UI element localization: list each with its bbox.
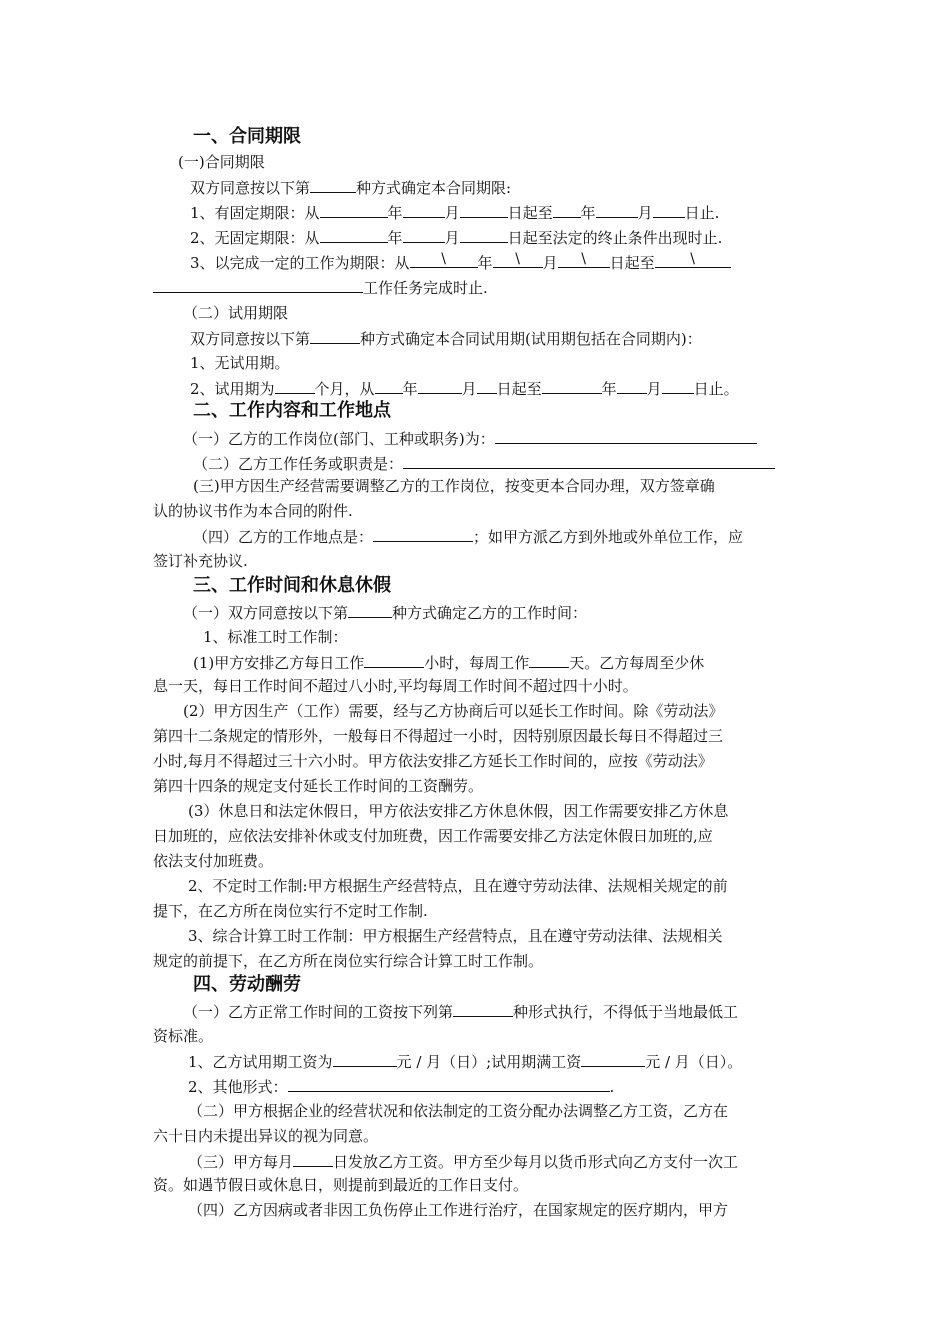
hours-standard-1-l2: 息一天，每日工作时间不超过八小时,平均每周工作时间不超过四十小时。 <box>153 677 638 695</box>
pay-probation-line: 1、乙方试用期工资为 元 / 月（日）;试用期满工资 元 / 月（日）。 <box>188 1049 742 1073</box>
hours-holiday-l1: (3）休息日和法定休假日，甲方依法安排乙方休息休假，因工作需要安排乙方休息 <box>188 802 729 820</box>
probation-term-line: 2、试用期为 个月，从 年 月 日起至 年 月 日止。 <box>190 376 739 400</box>
hours-comp-l1: 3、综合计算工时工作制：甲方根据生产经营特点，且在遵守劳动法律、法规相关 <box>188 927 723 945</box>
work-place-line: （四）乙方的工作地点是： ；如甲方派乙方到外地或外单位工作，应 <box>193 524 743 548</box>
pay-intro: （一）乙方正常工作时间的工资按下列第 种形式执行，不得低于当地最低工 <box>183 999 738 1023</box>
section-heading-hours: 三、工作时间和休息休假 <box>193 575 391 596</box>
hours-overtime-l1: (2）甲方因生产（工作）需要，经与乙方协商后可以延长工作时间。除《劳动法》 <box>183 702 724 720</box>
blank <box>310 175 356 193</box>
work-position-line: （一）乙方的工作岗位(部门、工种或职务)为： <box>183 426 757 450</box>
pay-adjust-l1: （二）甲方根据企业的经营状况和依法制定的工资分配办法调整乙方工资，乙方在 <box>188 1102 729 1120</box>
hours-standard: 1、标准工时工作制： <box>203 628 348 646</box>
probation-intro: 双方同意按以下第 种方式确定本合同试用期(试用期包括在合同期内)： <box>190 326 702 350</box>
section-heading-term: 一、合同期限 <box>193 126 301 147</box>
hours-intro: （一）双方同意按以下第 种方式确定乙方的工作时间： <box>183 600 587 624</box>
pay-day-l2: 资。如遇节假日或休息日，则提前到最近的工作日支付。 <box>153 1176 529 1194</box>
term-fixed-line: 1、有固定期限：从 年 月 日起至 年 月 日止. <box>190 200 719 224</box>
hours-holiday-l3: 依法支付加班费。 <box>153 852 274 870</box>
hours-overtime-l3: 小时,每月不得超过三十六小时。甲方依法安排乙方延长工作时间的，应按《劳动法》 <box>153 752 713 770</box>
pay-other-line: 2、其他形式： . <box>188 1074 614 1098</box>
probation-none: 1、无试用期。 <box>190 354 290 372</box>
work-adjust-l2: 认的协议书作为本合同的附件. <box>153 502 353 520</box>
pay-intro-l2: 资标准。 <box>153 1027 214 1045</box>
pay-adjust-l2: 六十日内未提出异议的视为同意。 <box>153 1127 379 1145</box>
pay-sick-l1: （四）乙方因病或者非因工负伤停止工作进行治疗，在国家规定的医疗期内，甲方 <box>188 1201 729 1219</box>
hours-overtime-l4: 第四十四条的规定支付延长工作时间的工资酬劳。 <box>153 777 484 795</box>
subheading-probation: （二）试用期限 <box>183 304 289 322</box>
hours-flex-l1: 2、不定时工作制:甲方根据生产经营特点，且在遵守劳动法律、法规相关规定的前 <box>188 877 728 895</box>
work-place-l2: 签订补充协议. <box>153 552 248 570</box>
hours-overtime-l2: 第四十二条规定的情形外，一般每日不得超过一小时，因特别原因最长每日不得超过三 <box>153 727 724 745</box>
section-heading-pay: 四、劳动酬劳 <box>193 974 301 995</box>
hours-standard-1: (1)甲方安排乙方每日工作 小时，每周工作 天。乙方每周至少休 <box>193 650 704 674</box>
section-heading-work: 二、工作内容和工作地点 <box>193 400 391 421</box>
work-adjust-l1: (三)甲方因生产经营需要调整乙方的工作岗位，按变更本合同办理，双方签章确 <box>193 477 715 495</box>
hours-flex-l2: 提下，在乙方所在岗位实行不定时工作制. <box>153 902 428 920</box>
hours-comp-l2: 规定的前提下，在乙方所在岗位实行综合计算工时工作制。 <box>153 952 544 970</box>
work-duty-line: （二）乙方工作任务或职责是： <box>193 451 775 475</box>
term-intro-line: 双方同意按以下第 种方式确定本合同期限: <box>190 175 511 199</box>
hours-holiday-l2: 日加班的，应依法安排补休或支付加班费，因工作需要安排乙方法定休假日加班的,应 <box>153 827 713 845</box>
subheading-contract-term: (一)合同期限 <box>178 153 265 171</box>
term-open-line: 2、无固定期限：从 年 月 日起至法定的终止条件出现时止. <box>190 225 722 249</box>
pay-day-line: （三）甲方每月 日发放乙方工资。甲方至少每月以货币形式向乙方支付一次工 <box>188 1149 738 1173</box>
term-task-line: 3、以完成一定的工作为期限：从 \ 年 \ 月 \ 日起至 \ <box>190 250 731 274</box>
term-task-end: 工作任务完成时止. <box>153 275 488 299</box>
